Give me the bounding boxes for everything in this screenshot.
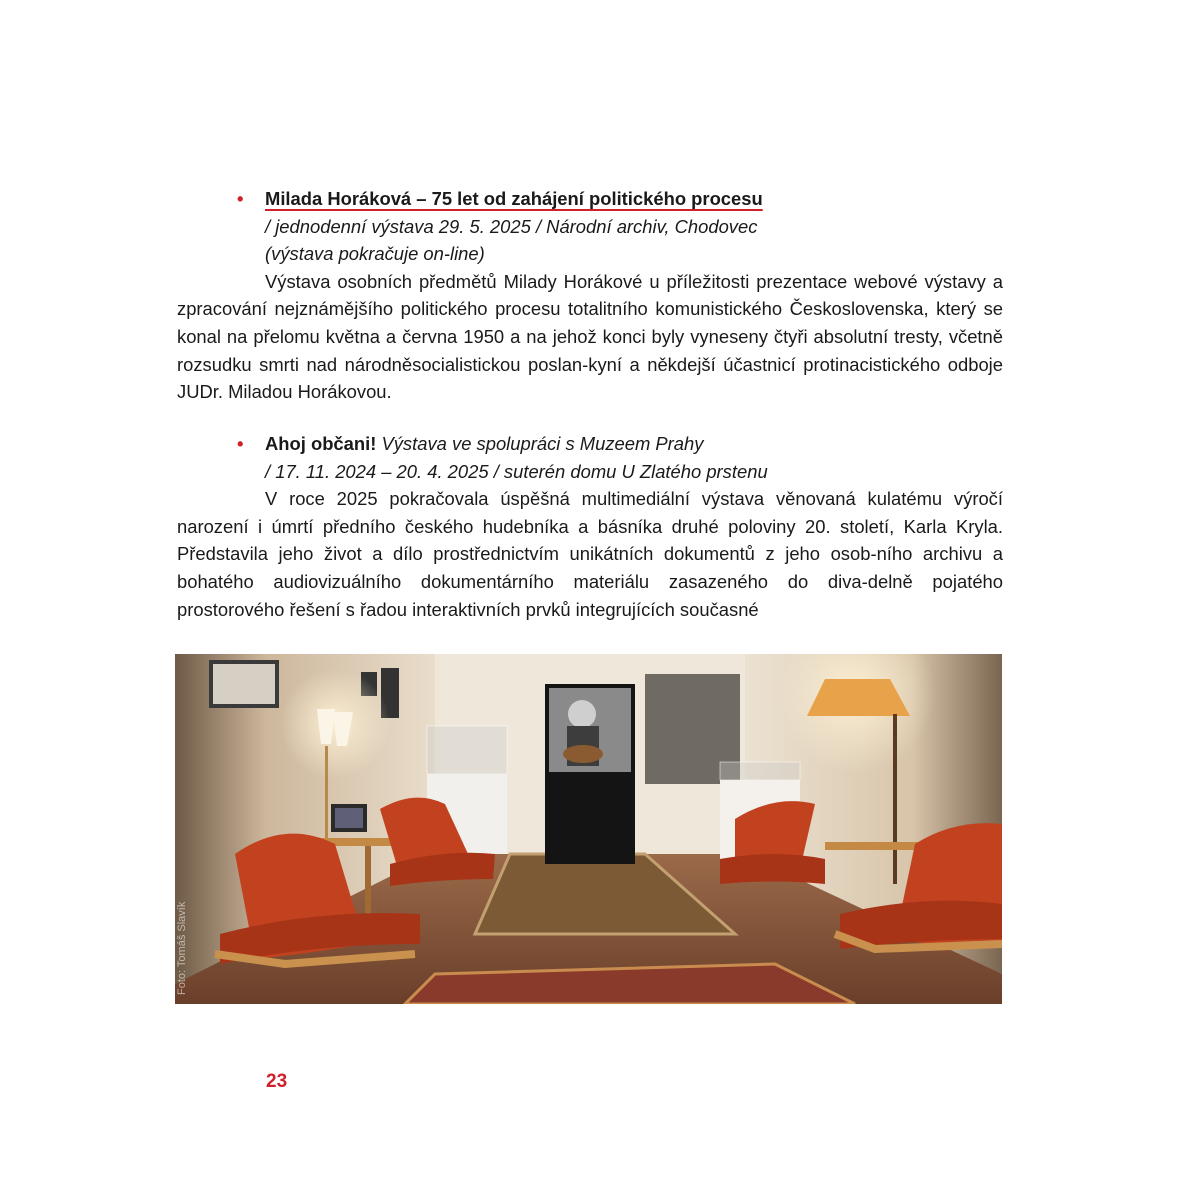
section-body: V roce 2025 pokračovala úspěšná multimediální výstava věnovaná kulatému výročí narození i úmrtí předního českého hudebníka a básníka druhé poloviny 20. století, Karla Kryla. Představila jeho život a dílo prostřednictvím unikátních dokumentů z jeho osob-ního archivu a bohatého audiovizuálního dokumentárního materiálu zasazeného do diva-delně pojatého prostorového řešení s řadou interaktivních prvků integrujících současné [177, 488, 1003, 620]
section-subtitle: / 17. 11. 2024 – 20. 4. 2025 / suterén domu U Zlatého prstenu [265, 460, 768, 482]
section-title-rest: Výstava ve spolupráci s Muzeem Prahy [376, 433, 704, 454]
section-subtitle: (výstava pokračuje on-line) [265, 243, 485, 265]
bullet-icon: • [237, 433, 244, 454]
section-title: Milada Horáková – 75 let od zahájení politického procesu [265, 188, 763, 209]
section-horakova [177, 185, 1003, 406]
bullet-icon: • [237, 188, 244, 209]
section-heading [177, 430, 1003, 458]
section-heading [177, 185, 1003, 213]
photo-credit: Foto: Tomáš Slavík [176, 901, 188, 995]
section-body: Výstava osobních předmětů Milady Horákové u příležitosti prezentace webové výstavy a zpracování nejznámějšího politického procesu totalitního komunistického Československa, který se konal na přelomu května a června 1950 a na jehož konci byly vyneseny čtyři absolutní tresty, včetně rozsudku smrti nad národněsocialistickou poslan-kyní a někdejší účastnicí protinacistického odboje JUDr. Miladou Horákovou. [177, 270, 1003, 403]
exhibition-photo [175, 654, 1002, 1004]
section-title: Ahoj občani! [265, 433, 377, 454]
section-subtitle: / jednodenní výstava 29. 5. 2025 / Národní archiv, Chodovec [265, 215, 758, 237]
section-ahoj-obcani [177, 430, 1003, 623]
page-number: 23 [266, 1071, 288, 1092]
